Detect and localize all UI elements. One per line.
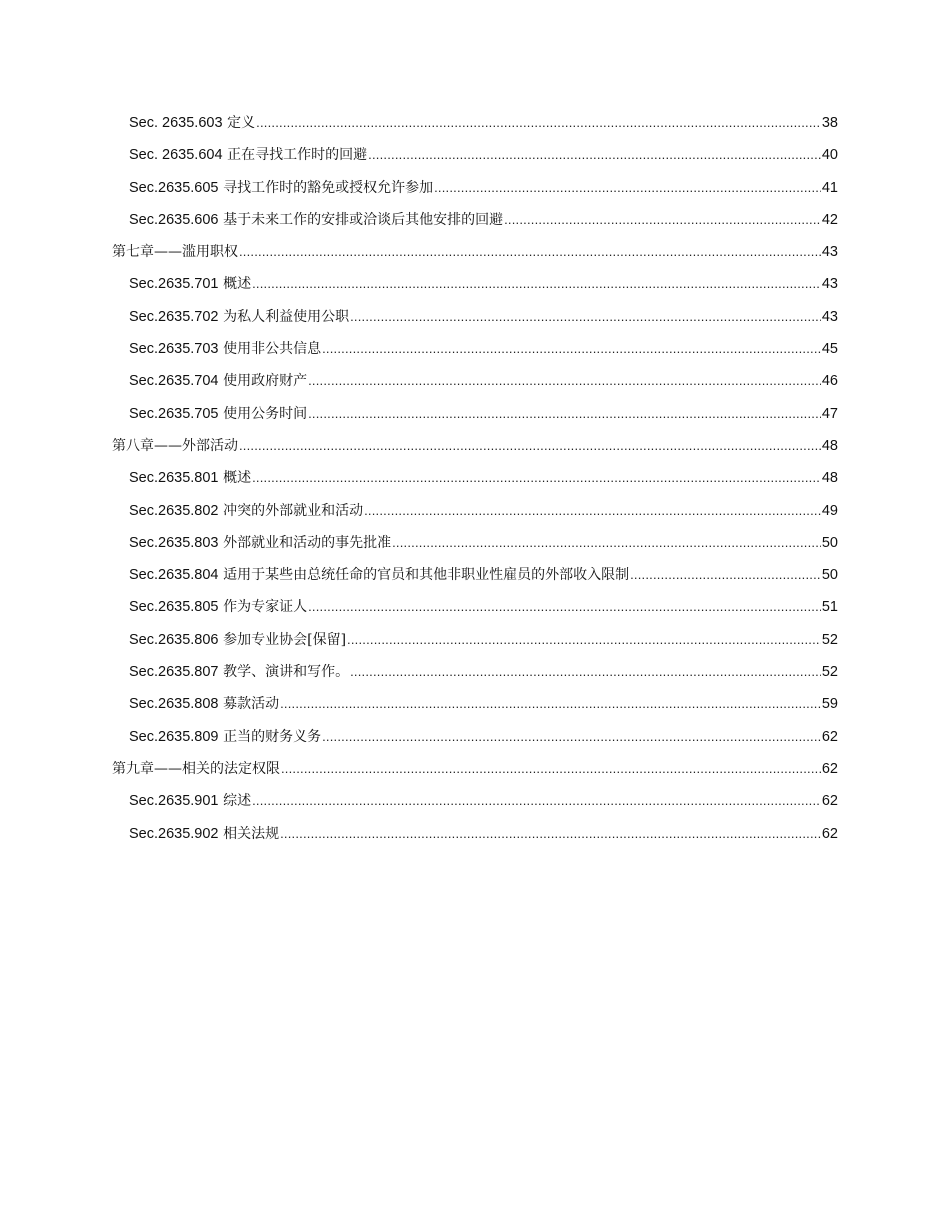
section-code: Sec.2635.605 (129, 179, 219, 196)
toc-entry-title (129, 271, 251, 297)
page-number: 59 (821, 696, 838, 713)
page-number: 52 (821, 631, 838, 648)
toc-entry-title (129, 562, 629, 588)
toc-section-entry[interactable] (112, 271, 838, 303)
toc-section-entry[interactable] (112, 175, 838, 207)
page-number: 50 (821, 534, 838, 551)
toc-section-entry[interactable] (112, 336, 838, 368)
dot-leader (347, 627, 821, 653)
page-number: 50 (821, 567, 838, 584)
toc-entry-title (129, 659, 349, 685)
toc-entry-title (129, 724, 321, 750)
entry-label: 冲突的外部就业和活动 (223, 502, 364, 519)
toc-section-entry[interactable] (112, 530, 838, 562)
entry-label: 教学、演讲和写作。 (223, 664, 350, 681)
page-number: 52 (821, 664, 838, 681)
toc-entry-title (129, 691, 279, 717)
toc-entry-title (112, 756, 280, 782)
dot-leader (322, 336, 821, 362)
entry-label: 第七章——滥用职权 (112, 244, 238, 261)
entry-label: 参加专业协会[保留] (223, 631, 347, 648)
toc-section-entry[interactable] (112, 594, 838, 626)
toc-section-entry[interactable] (112, 821, 838, 853)
section-code: Sec.2635.803 (129, 534, 219, 551)
entry-label: 基于未来工作的安排或洽谈后其他安排的回避 (223, 211, 504, 228)
toc-entry-title (112, 433, 238, 459)
dot-leader (252, 788, 821, 814)
entry-label: 相关法规 (223, 825, 280, 842)
page-number: 38 (821, 115, 838, 131)
toc-section-entry[interactable] (112, 465, 838, 497)
toc-entry-title (129, 142, 367, 168)
toc-section-entry[interactable] (112, 368, 838, 400)
section-code: Sec.2635.704 (129, 373, 219, 390)
toc-section-entry[interactable] (112, 788, 838, 820)
dot-leader (281, 756, 821, 782)
entry-label: 综述 (223, 793, 252, 810)
dot-leader (630, 562, 821, 588)
entry-label: 使用公务时间 (223, 405, 308, 422)
entry-label: 募款活动 (223, 696, 280, 713)
page-number: 48 (821, 437, 838, 454)
entry-label: 为私人利益使用公职 (223, 308, 350, 325)
toc-entry-title (129, 594, 307, 620)
section-code: Sec.2635.606 (129, 211, 219, 228)
section-code: Sec.2635.808 (129, 696, 219, 713)
section-code: Sec.2635.801 (129, 470, 219, 487)
toc-entry-title (129, 401, 307, 427)
page-number: 40 (821, 147, 838, 164)
page-number: 62 (821, 825, 838, 842)
toc-section-entry[interactable] (112, 142, 838, 174)
toc-section-entry[interactable] (112, 659, 838, 691)
dot-leader (364, 498, 821, 524)
toc-entry-title (129, 336, 321, 362)
toc-entry-title (129, 304, 349, 330)
section-code: Sec.2635.902 (129, 825, 219, 842)
toc-entry-title (129, 368, 307, 394)
page-number: 41 (821, 179, 838, 196)
page-number: 62 (821, 728, 838, 745)
dot-leader (308, 401, 821, 427)
table-of-contents (112, 110, 838, 853)
section-code: Sec.2635.805 (129, 599, 219, 616)
toc-section-entry[interactable] (112, 207, 838, 239)
dot-leader (350, 659, 821, 685)
toc-entry-title (112, 239, 238, 265)
entry-label: 外部就业和活动的事先批准 (223, 534, 392, 551)
dot-leader (252, 271, 821, 297)
dot-leader (322, 724, 821, 750)
dot-leader (239, 433, 821, 459)
toc-section-entry[interactable] (112, 498, 838, 530)
dot-leader (368, 142, 821, 168)
dot-leader (308, 594, 821, 620)
page-number: 47 (821, 405, 838, 422)
toc-chapter-entry[interactable] (112, 433, 838, 465)
section-code: Sec.2635.901 (129, 793, 219, 810)
dot-leader (504, 207, 821, 233)
entry-label: 作为专家证人 (223, 599, 308, 616)
section-code: Sec.2635.804 (129, 567, 219, 584)
toc-entry-title (129, 821, 279, 847)
dot-leader (239, 239, 821, 265)
dot-leader (252, 465, 821, 491)
entry-label: 第九章——相关的法定权限 (112, 760, 280, 777)
page-number: 42 (821, 211, 838, 228)
toc-entry-title (129, 788, 251, 814)
toc-chapter-entry[interactable] (112, 756, 838, 788)
toc-entry-title (129, 530, 391, 556)
page-number: 45 (821, 341, 838, 358)
dot-leader (280, 691, 821, 717)
entry-label: 正当的财务义务 (223, 728, 322, 745)
entry-label: 适用于某些由总统任命的官员和其他非职业性雇员的外部收入限制 (223, 567, 630, 584)
entry-label: 概述 (223, 470, 252, 487)
section-code: Sec.2635.802 (129, 502, 219, 519)
toc-section-entry[interactable] (112, 110, 838, 142)
toc-entry-title (129, 175, 433, 201)
toc-section-entry[interactable] (112, 724, 838, 756)
page-number: 49 (821, 502, 838, 519)
page-number: 46 (821, 373, 838, 390)
toc-entry-title (129, 627, 346, 653)
section-code: Sec.2635.702 (129, 308, 219, 325)
entry-label: 概述 (223, 276, 252, 293)
entry-label: 第八章——外部活动 (112, 437, 238, 454)
section-code: Sec.2635.701 (129, 276, 219, 293)
toc-entry-title (129, 465, 251, 491)
toc-section-entry[interactable] (112, 401, 838, 433)
dot-leader (308, 368, 821, 394)
section-code: Sec. 2635.604 (129, 147, 223, 164)
toc-entry-title (129, 207, 503, 233)
page-number: 43 (821, 244, 838, 261)
page-number: 51 (821, 599, 838, 616)
dot-leader (350, 304, 821, 330)
entry-label: 寻找工作时的豁免或授权允许参加 (223, 179, 434, 196)
page-number: 48 (821, 470, 838, 487)
toc-entry-title (129, 498, 363, 524)
page-number: 62 (821, 760, 838, 777)
dot-leader (434, 175, 821, 201)
section-code: Sec. 2635.603 (129, 115, 223, 131)
toc-section-entry[interactable] (112, 627, 838, 659)
dot-leader (280, 821, 821, 847)
toc-section-entry[interactable] (112, 304, 838, 336)
toc-chapter-entry[interactable] (112, 239, 838, 271)
section-code: Sec.2635.806 (129, 631, 219, 648)
section-code: Sec.2635.807 (129, 664, 219, 681)
entry-label: 定义 (227, 115, 256, 131)
entry-label: 使用政府财产 (223, 373, 308, 390)
dot-leader (392, 530, 821, 556)
entry-label: 正在寻找工作时的回避 (227, 147, 368, 164)
section-code: Sec.2635.809 (129, 728, 219, 745)
page-number: 43 (821, 276, 838, 293)
section-code: Sec.2635.703 (129, 341, 219, 358)
page-number: 62 (821, 793, 838, 810)
toc-section-entry[interactable] (112, 562, 838, 594)
section-code: Sec.2635.705 (129, 405, 219, 422)
toc-entry-title (129, 110, 255, 136)
entry-label: 使用非公共信息 (223, 341, 322, 358)
dot-leader (256, 110, 821, 136)
page-number: 43 (821, 308, 838, 325)
toc-section-entry[interactable] (112, 691, 838, 723)
